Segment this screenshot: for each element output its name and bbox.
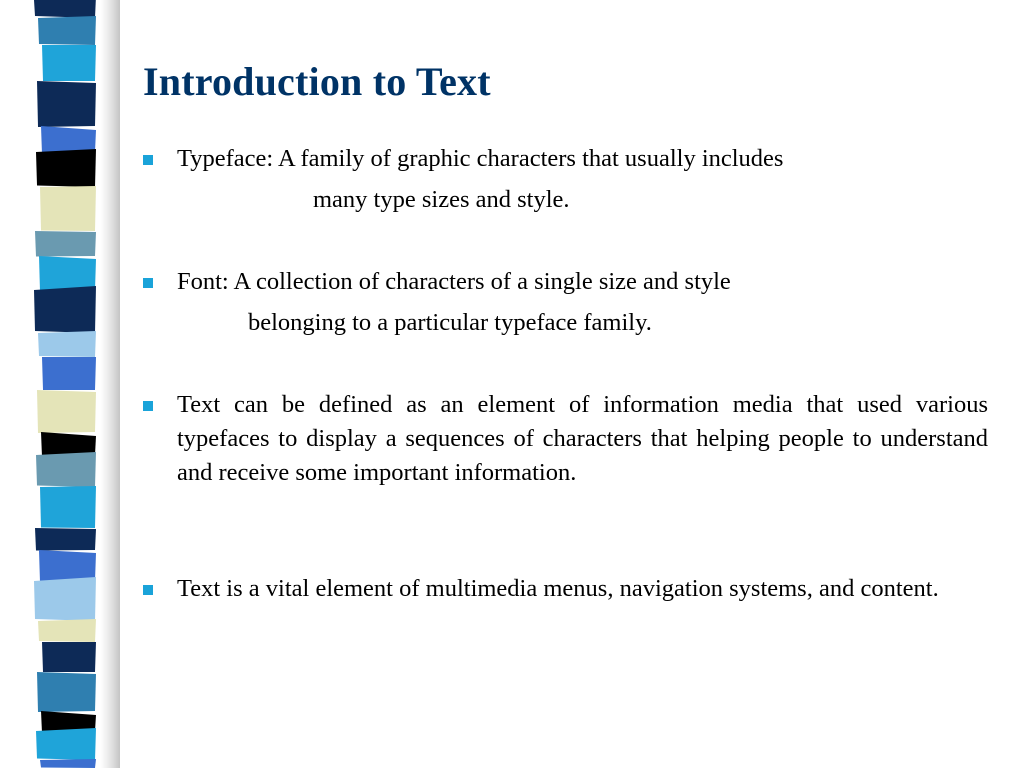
square-bullet-icon (143, 155, 153, 165)
stripe-segment (40, 759, 96, 768)
stripe-segment (42, 357, 96, 390)
stripe-segment (37, 390, 96, 433)
bullet-text-definition-body: Text can be defined as an element of information media that used various typefaces to display a sequences of characters that helping people to understand and receive some important information. (177, 391, 988, 486)
slide-title: Introduction to Text (143, 59, 491, 104)
stripe-segment (36, 728, 96, 760)
square-bullet-icon (143, 585, 153, 595)
stripe-segment (42, 45, 96, 81)
bullet-text-definition (143, 388, 988, 490)
bullet-typeface-line2: many type sizes and style. (313, 186, 570, 213)
decorative-stripe-bar (0, 0, 120, 768)
bullet-typeface (143, 142, 988, 217)
stripe-segment (34, 0, 96, 18)
bullet-font-line1: Font: A collection of characters of a single size and style (177, 268, 731, 295)
stripe-segment (40, 486, 96, 528)
stripe-segment (42, 642, 96, 672)
stripe-segment (40, 186, 96, 231)
stripe-segment (35, 528, 96, 551)
stripe-segment (35, 231, 96, 257)
bullet-typeface-line1: Typeface: A family of graphic characters that usually includes (177, 145, 784, 172)
stripe-segment (36, 149, 96, 187)
stripe-segment (38, 331, 96, 357)
square-bullet-icon (143, 401, 153, 411)
stripe-pattern-graphic (0, 0, 120, 768)
bullet-font-line2: belonging to a particular typeface family. (248, 309, 652, 336)
stripe-segment (34, 286, 96, 333)
stripe-segment (34, 577, 96, 621)
stripe-segment (37, 672, 96, 712)
stripe-segment (37, 81, 96, 127)
bullet-font (143, 265, 988, 340)
stripe-segment (39, 256, 96, 292)
stripe-segment (38, 619, 96, 642)
bullet-text-vital (143, 572, 988, 606)
bullet-text-vital-body: Text is a vital element of multimedia menus, navigation systems, and content. (177, 575, 939, 602)
stripe-segment (38, 16, 96, 45)
stripe-segment (36, 452, 96, 487)
square-bullet-icon (143, 278, 153, 288)
